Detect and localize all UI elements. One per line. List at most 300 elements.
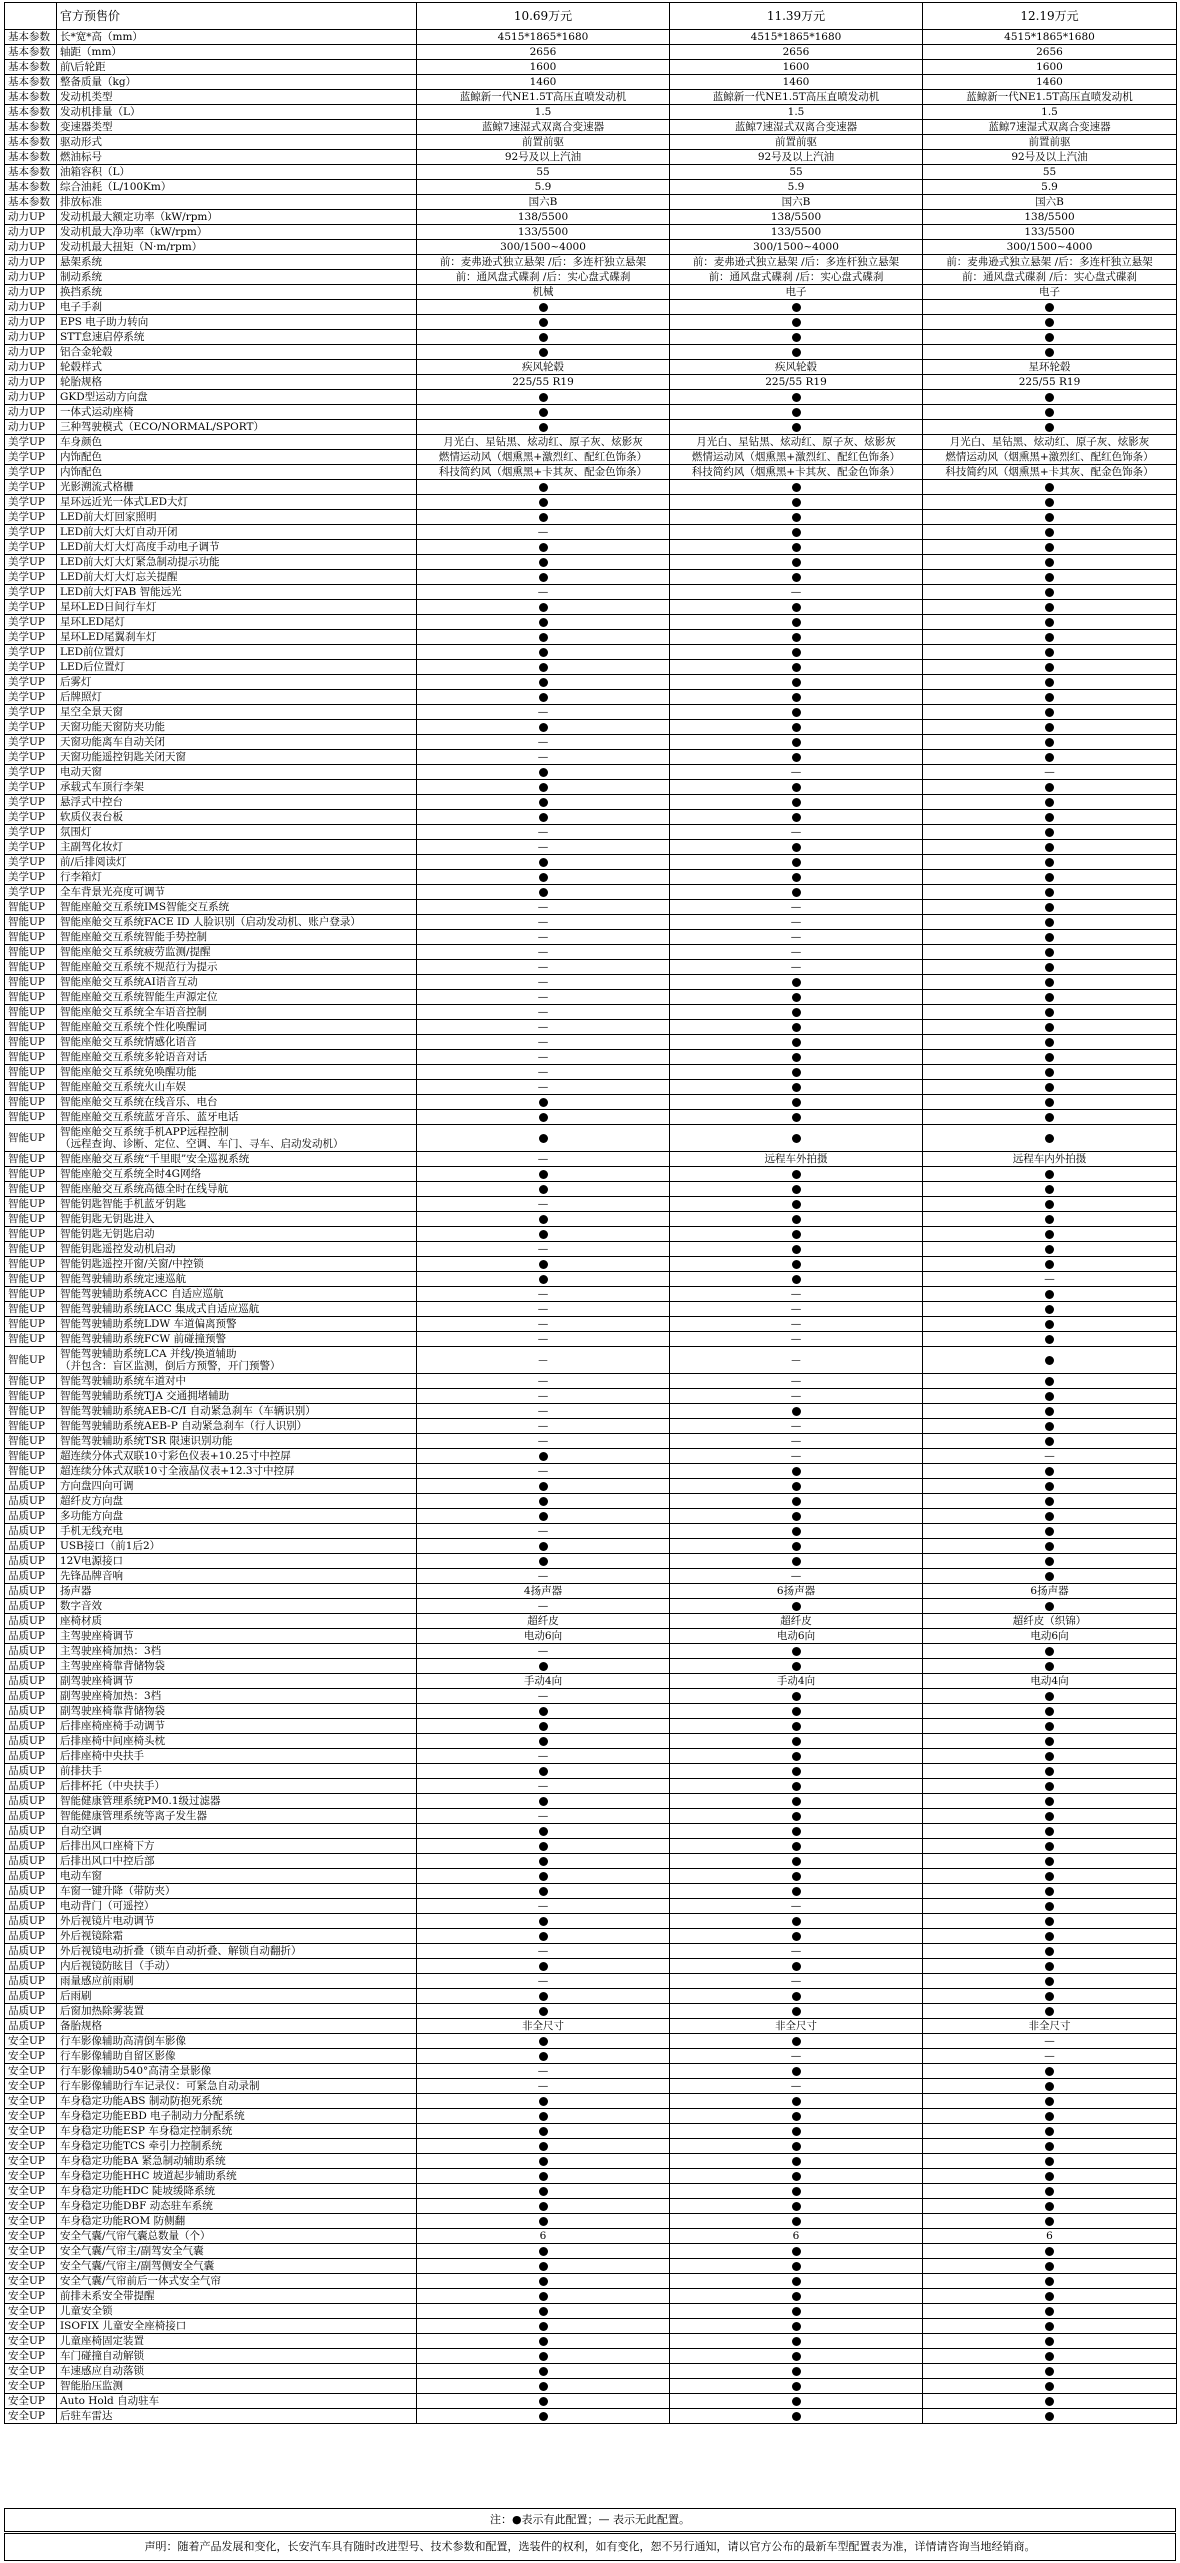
trim-3-cell: 6 <box>923 2229 1177 2244</box>
category-cell: 品质UP <box>5 1494 57 1509</box>
table-row <box>5 1050 1177 1065</box>
category-cell: 智能UP <box>5 1152 57 1167</box>
trim-1-cell <box>417 2244 670 2259</box>
trim-1-cell <box>417 885 670 900</box>
item-cell: 智能座舱交互系统不规范行为提示 <box>57 960 417 975</box>
dot-icon <box>539 1497 548 1506</box>
item-cell: 发动机最大净功率（kW/rpm） <box>57 225 417 240</box>
trim-2-cell: — <box>670 900 923 915</box>
dot-icon <box>792 1992 801 2001</box>
trim-1-cell <box>417 690 670 705</box>
table-row <box>5 2184 1177 2199</box>
dot-icon <box>539 1185 548 1194</box>
category-cell: 动力UP <box>5 255 57 270</box>
trim-2-cell: — <box>670 1389 923 1404</box>
dot-icon <box>1045 1737 1054 1746</box>
dot-icon <box>1045 1662 1054 1671</box>
trim-2-cell <box>670 1197 923 1212</box>
trim-1-cell <box>417 1095 670 1110</box>
trim-2-cell <box>670 2259 923 2274</box>
dot-icon <box>1045 708 1054 717</box>
trim-3-cell <box>923 2184 1177 2199</box>
dot-icon <box>1045 948 1054 957</box>
item-cell: 智能座舱交互系统多轮语音对话 <box>57 1050 417 1065</box>
table-row <box>5 840 1177 855</box>
item-cell: 智能座舱交互系统高德全时在线导航 <box>57 1182 417 1197</box>
item-cell: 安全气囊/气帘主/副驾安全气囊 <box>57 2244 417 2259</box>
dot-icon <box>792 1872 801 1881</box>
table-row <box>5 60 1177 75</box>
trim-1-cell <box>417 570 670 585</box>
trim-1-cell <box>417 1479 670 1494</box>
trim-2-cell: — <box>670 1419 923 1434</box>
table-row <box>5 510 1177 525</box>
trim-1-cell: — <box>417 1644 670 1659</box>
trim-2-cell <box>670 1914 923 1929</box>
table-row <box>5 945 1177 960</box>
trim-3-cell: 超纤皮（织锦） <box>923 1614 1177 1629</box>
trim-2-cell <box>670 1095 923 1110</box>
category-cell: 品质UP <box>5 1599 57 1614</box>
category-cell: 品质UP <box>5 1539 57 1554</box>
trim-2-cell <box>670 1539 923 1554</box>
dot-icon <box>792 1812 801 1821</box>
trim-1-cell <box>417 480 670 495</box>
trim-2-cell <box>670 2409 923 2424</box>
trim-3-cell <box>923 1914 1177 1929</box>
trim-1-cell: — <box>417 1419 670 1434</box>
table-row <box>5 495 1177 510</box>
dot-icon <box>1045 1185 1054 1194</box>
item-cell: 行李箱灯 <box>57 870 417 885</box>
table-row <box>5 990 1177 1005</box>
dot-icon <box>539 798 548 807</box>
item-cell: 智能健康管理系统PM0.1级过滤器 <box>57 1794 417 1809</box>
table-row <box>5 1659 1177 1674</box>
trim-3-cell <box>923 615 1177 630</box>
dot-icon <box>792 2277 801 2286</box>
trim-2-cell: — <box>670 915 923 930</box>
trim-1-cell <box>417 1824 670 1839</box>
item-cell: 智能座舱交互系统智能生声源定位 <box>57 990 417 1005</box>
trim-3-cell <box>923 1989 1177 2004</box>
trim-3-cell <box>923 1929 1177 1944</box>
trim-2-cell: — <box>670 945 923 960</box>
dot-icon <box>539 858 548 867</box>
dot-icon <box>1045 1557 1054 1566</box>
trim-1-cell: — <box>417 1524 670 1539</box>
dot-icon <box>539 2247 548 2256</box>
dot-icon <box>1045 1707 1054 1716</box>
trim-1-cell <box>417 2184 670 2199</box>
table-row <box>5 1449 1177 1464</box>
table-row <box>5 795 1177 810</box>
trim-1-cell: — <box>417 1464 670 1479</box>
trim-3-cell <box>923 2244 1177 2259</box>
trim-1-cell: 蓝鲸新一代NE1.5T高压直喷发动机 <box>417 90 670 105</box>
dot-icon <box>792 2187 801 2196</box>
dot-icon <box>792 1134 801 1143</box>
dot-icon <box>539 2202 548 2211</box>
table-row <box>5 225 1177 240</box>
dot-icon <box>1045 1215 1054 1224</box>
item-cell: 制动系统 <box>57 270 417 285</box>
trim-3-cell: 138/5500 <box>923 210 1177 225</box>
trim-2-cell <box>670 390 923 405</box>
trim-3-cell <box>923 1869 1177 1884</box>
category-cell: 智能UP <box>5 915 57 930</box>
table-row <box>5 465 1177 480</box>
table-row <box>5 150 1177 165</box>
item-cell: 安全气囊/气帘主/副驾侧安全气囊 <box>57 2259 417 2274</box>
dot-icon <box>792 1038 801 1047</box>
trim-3-cell <box>923 2124 1177 2139</box>
dot-icon <box>792 2412 801 2421</box>
trim-3-cell: — <box>923 2034 1177 2049</box>
table-row <box>5 1599 1177 1614</box>
trim-1-cell: — <box>417 1899 670 1914</box>
dot-icon <box>1045 1887 1054 1896</box>
trim-1-cell: — <box>417 1374 670 1389</box>
category-cell: 品质UP <box>5 1704 57 1719</box>
item-cell: 轮毂样式 <box>57 360 417 375</box>
trim-2-cell <box>670 1749 923 1764</box>
dot-icon <box>792 798 801 807</box>
item-cell: 车身稳定功能EBD 电子制动力分配系统 <box>57 2109 417 2124</box>
trim-1-cell: — <box>417 1389 670 1404</box>
category-cell: 安全UP <box>5 2049 57 2064</box>
legend-note: 注：●表示有此配置；— 表示无此配置。 <box>4 2508 1176 2532</box>
trim-2-cell: 1.5 <box>670 105 923 120</box>
dot-icon <box>792 2292 801 2301</box>
dot-icon <box>792 813 801 822</box>
trim-1-cell <box>417 1719 670 1734</box>
trim-3-cell <box>923 1524 1177 1539</box>
table-row <box>5 1524 1177 1539</box>
trim-1-cell <box>417 2274 670 2289</box>
trim-1-cell: 1460 <box>417 75 670 90</box>
dot-icon <box>792 1275 801 1284</box>
item-cell: 自动空调 <box>57 1824 417 1839</box>
trim-1-cell <box>417 1554 670 1569</box>
table-row <box>5 615 1177 630</box>
table-row <box>5 330 1177 345</box>
trim-3-cell <box>923 1464 1177 1479</box>
category-cell: 安全UP <box>5 2409 57 2424</box>
trim-3-cell <box>923 525 1177 540</box>
item-cell: 儿童座椅固定装置 <box>57 2334 417 2349</box>
item-cell: LED前大灯大灯忘关提醒 <box>57 570 417 585</box>
category-cell: 品质UP <box>5 1824 57 1839</box>
trim-2-cell <box>670 300 923 315</box>
dot-icon <box>539 603 548 612</box>
trim-3-cell <box>923 1080 1177 1095</box>
spec-table-body <box>5 3 1177 2424</box>
trim-2-cell <box>670 1020 923 1035</box>
category-cell: 智能UP <box>5 1080 57 1095</box>
dot-icon <box>539 1275 548 1284</box>
category-cell: 智能UP <box>5 930 57 945</box>
table-row <box>5 1929 1177 1944</box>
dot-icon <box>539 2097 548 2106</box>
price-trim-3: 12.19万元 <box>923 3 1177 30</box>
table-row <box>5 180 1177 195</box>
category-cell: 安全UP <box>5 2364 57 2379</box>
trim-2-cell <box>670 1704 923 1719</box>
dot-icon <box>792 1497 801 1506</box>
item-cell: 前排未系安全带提醒 <box>57 2289 417 2304</box>
trim-2-cell <box>670 2139 923 2154</box>
trim-3-cell <box>923 2199 1177 2214</box>
dot-icon <box>1045 2217 1054 2226</box>
dot-icon <box>539 873 548 882</box>
table-row <box>5 645 1177 660</box>
table-row <box>5 2214 1177 2229</box>
category-cell: 美学UP <box>5 510 57 525</box>
dot-icon <box>792 1842 801 1851</box>
item-cell: 轮胎规格 <box>57 375 417 390</box>
trim-3-cell <box>923 1809 1177 1824</box>
table-row <box>5 315 1177 330</box>
trim-3-cell <box>923 2139 1177 2154</box>
table-row <box>5 135 1177 150</box>
trim-3-cell <box>923 1779 1177 1794</box>
trim-3-cell <box>923 2289 1177 2304</box>
trim-1-cell <box>417 345 670 360</box>
trim-2-cell <box>670 1242 923 1257</box>
table-row <box>5 2319 1177 2334</box>
table-row <box>5 240 1177 255</box>
trim-1-cell: — <box>417 1974 670 1989</box>
trim-1-cell: — <box>417 1080 670 1095</box>
table-row <box>5 825 1177 840</box>
trim-2-cell: 电子 <box>670 285 923 300</box>
dot-icon <box>539 393 548 402</box>
trim-1-cell: 55 <box>417 165 670 180</box>
dot-icon <box>539 1932 548 1941</box>
trim-1-cell <box>417 1257 670 1272</box>
item-cell: 座椅材质 <box>57 1614 417 1629</box>
trim-2-cell: 5.9 <box>670 180 923 195</box>
trim-1-cell: — <box>417 1317 670 1332</box>
trim-1-cell <box>417 1989 670 2004</box>
dot-icon <box>1045 1932 1054 1941</box>
dot-icon <box>1045 1113 1054 1122</box>
dot-icon <box>792 1230 801 1239</box>
dot-icon <box>1045 828 1054 837</box>
table-row <box>5 2004 1177 2019</box>
trim-2-cell <box>670 1734 923 1749</box>
table-row <box>5 2334 1177 2349</box>
trim-2-cell <box>670 1167 923 1182</box>
trim-2-cell <box>670 2124 923 2139</box>
trim-1-cell <box>417 1734 670 1749</box>
item-cell: 安全气囊/气帘气囊总数量（个） <box>57 2229 417 2244</box>
trim-2-cell: 300/1500~4000 <box>670 240 923 255</box>
dot-icon <box>1045 1482 1054 1491</box>
dot-icon <box>792 303 801 312</box>
trim-2-cell: 1600 <box>670 60 923 75</box>
table-row <box>5 2394 1177 2409</box>
trim-2-cell: 前：麦弗逊式独立悬架 /后：多连杆独立悬架 <box>670 255 923 270</box>
trim-1-cell <box>417 2199 670 2214</box>
table-row <box>5 885 1177 900</box>
table-row <box>5 105 1177 120</box>
dot-icon <box>1045 1377 1054 1386</box>
dot-icon <box>792 393 801 402</box>
dot-icon <box>1045 2322 1054 2331</box>
dot-icon <box>1045 498 1054 507</box>
trim-1-cell: — <box>417 975 670 990</box>
category-cell: 智能UP <box>5 1110 57 1125</box>
table-row <box>5 1389 1177 1404</box>
item-cell: 星环LED日间行车灯 <box>57 600 417 615</box>
category-cell: 动力UP <box>5 360 57 375</box>
table-header-row <box>5 3 1177 30</box>
category-cell: 智能UP <box>5 975 57 990</box>
item-cell: 星环LED尾翼刹车灯 <box>57 630 417 645</box>
dot-icon <box>1045 738 1054 747</box>
dot-icon <box>539 1767 548 1776</box>
dot-icon <box>1045 2172 1054 2181</box>
trim-1-cell: — <box>417 750 670 765</box>
trim-3-cell <box>923 2364 1177 2379</box>
category-cell: 品质UP <box>5 1944 57 1959</box>
dot-icon <box>1045 978 1054 987</box>
category-cell: 动力UP <box>5 240 57 255</box>
dot-icon <box>1045 1992 1054 2001</box>
table-row <box>5 1914 1177 1929</box>
trim-1-cell: 科技简约风（烟熏黑+卡其灰、配金色饰条） <box>417 465 670 480</box>
trim-3-cell: 前：麦弗逊式独立悬架 /后：多连杆独立悬架 <box>923 255 1177 270</box>
table-row <box>5 405 1177 420</box>
dot-icon <box>539 663 548 672</box>
dot-icon <box>539 2157 548 2166</box>
dot-icon <box>1045 813 1054 822</box>
trim-1-cell <box>417 2364 670 2379</box>
dot-icon <box>539 2352 548 2361</box>
category-cell: 智能UP <box>5 900 57 915</box>
dot-icon <box>1045 1290 1054 1299</box>
trim-3-cell <box>923 735 1177 750</box>
dot-icon <box>1045 1356 1054 1365</box>
item-cell: 超连续分体式双联10寸全液晶仪表+12.3寸中控屏 <box>57 1464 417 1479</box>
item-cell: 后牌照灯 <box>57 690 417 705</box>
item-cell: 智能座舱交互系统在线音乐、电台 <box>57 1095 417 1110</box>
dot-icon <box>1045 1260 1054 1269</box>
category-cell: 智能UP <box>5 1227 57 1242</box>
trim-2-cell: — <box>670 585 923 600</box>
trim-1-cell <box>417 2109 670 2124</box>
trim-3-cell <box>923 1095 1177 1110</box>
table-row <box>5 1779 1177 1794</box>
item-cell: 智能驾驶辅助系统LCA 并线/换道辅助 （并包含：盲区监测，倒后方预警，开门预警） <box>57 1347 417 1374</box>
trim-2-cell: 燃情运动风（烟熏黑+激烈红、配红色饰条） <box>670 450 923 465</box>
trim-2-cell: 前：通风盘式碟刹 /后：实心盘式碟刹 <box>670 270 923 285</box>
table-row <box>5 1347 1177 1374</box>
trim-2-cell <box>670 1599 923 1614</box>
dot-icon <box>1045 1512 1054 1521</box>
item-cell: 后排座椅中间座椅头枕 <box>57 1734 417 1749</box>
item-cell: 后窗加热除雾装置 <box>57 2004 417 2019</box>
category-cell: 品质UP <box>5 1839 57 1854</box>
table-row <box>5 1944 1177 1959</box>
dot-icon <box>539 348 548 357</box>
dot-icon <box>792 2007 801 2016</box>
category-cell: 美学UP <box>5 840 57 855</box>
dot-icon <box>792 528 801 537</box>
table-row <box>5 2349 1177 2364</box>
trim-3-cell <box>923 345 1177 360</box>
item-cell: 主副驾化妆灯 <box>57 840 417 855</box>
trim-1-cell: 5.9 <box>417 180 670 195</box>
trim-1-cell: — <box>417 945 670 960</box>
dot-icon <box>1045 393 1054 402</box>
trim-1-cell <box>417 1212 670 1227</box>
dot-icon <box>792 648 801 657</box>
trim-2-cell: 4515*1865*1680 <box>670 30 923 45</box>
dot-icon <box>792 2172 801 2181</box>
dot-icon <box>1045 903 1054 912</box>
category-cell: 品质UP <box>5 1689 57 1704</box>
dot-icon <box>539 648 548 657</box>
trim-3-cell <box>923 1749 1177 1764</box>
category-cell: 品质UP <box>5 1914 57 1929</box>
trim-1-cell <box>417 555 670 570</box>
dot-icon <box>1045 558 1054 567</box>
table-row <box>5 1005 1177 1020</box>
item-cell: 车身稳定功能DBF 动态驻车系统 <box>57 2199 417 2214</box>
table-row <box>5 195 1177 210</box>
dot-icon <box>1045 2112 1054 2121</box>
dot-icon <box>539 2262 548 2271</box>
table-row <box>5 1644 1177 1659</box>
dot-icon <box>1045 1797 1054 1806</box>
table-row <box>5 1989 1177 2004</box>
trim-3-cell <box>923 330 1177 345</box>
table-row <box>5 1689 1177 1704</box>
trim-3-cell: 科技简约风（烟熏黑+卡其灰、配金色饰条） <box>923 465 1177 480</box>
dot-icon <box>792 1692 801 1701</box>
trim-1-cell: 92号及以上汽油 <box>417 150 670 165</box>
dot-icon <box>539 1542 548 1551</box>
trim-3-cell <box>923 600 1177 615</box>
trim-2-cell <box>670 720 923 735</box>
trim-1-cell: — <box>417 525 670 540</box>
trim-3-cell: 300/1500~4000 <box>923 240 1177 255</box>
dot-icon <box>539 423 548 432</box>
dot-icon <box>1045 1647 1054 1656</box>
trim-3-cell <box>923 1839 1177 1854</box>
dot-icon <box>792 1767 801 1776</box>
trim-1-cell <box>417 795 670 810</box>
dot-icon <box>792 423 801 432</box>
item-cell: 电子手刹 <box>57 300 417 315</box>
trim-2-cell <box>670 660 923 675</box>
item-cell: GKD型运动方向盘 <box>57 390 417 405</box>
dot-icon <box>539 1737 548 1746</box>
dot-icon <box>792 1482 801 1491</box>
dot-icon <box>539 2172 548 2181</box>
trim-1-cell: 225/55 R19 <box>417 375 670 390</box>
trim-2-cell <box>670 2379 923 2394</box>
category-cell: 基本参数 <box>5 90 57 105</box>
trim-1-cell <box>417 495 670 510</box>
trim-2-cell <box>670 1554 923 1569</box>
table-row <box>5 45 1177 60</box>
item-cell: 电动天窗 <box>57 765 417 780</box>
item-cell: 天窗功能离车自动关闭 <box>57 735 417 750</box>
